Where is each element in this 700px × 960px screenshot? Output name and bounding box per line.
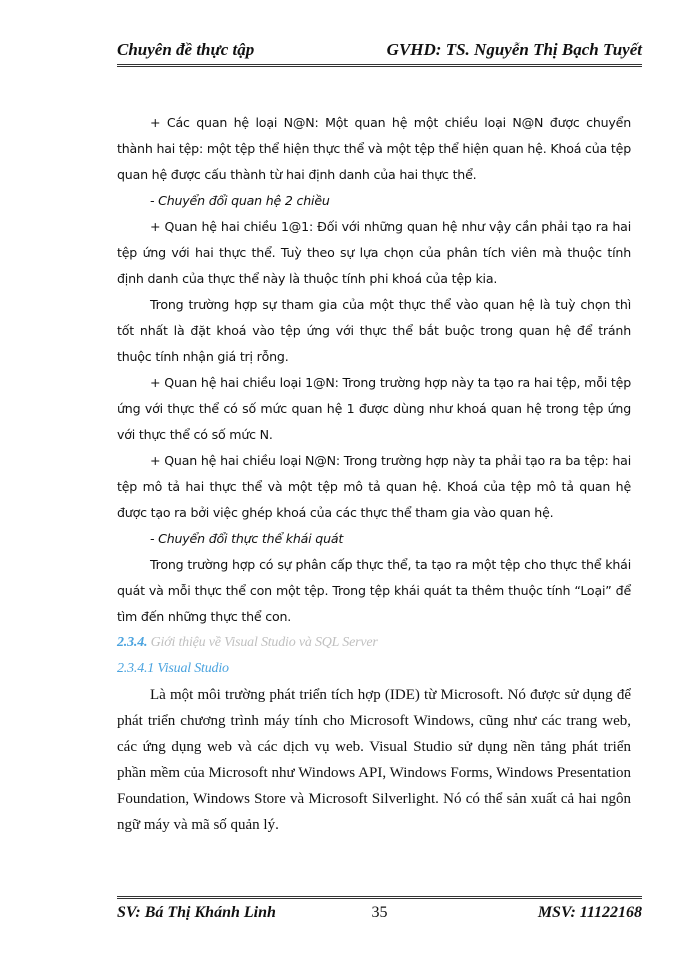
paragraph-general-entity: Trong trường hợp có sự phân cấp thực thể, ta tạo ra một tệp cho thực thể khái quát và mỗi thực thể con một tệp. Trong tệp khái quát ta thêm thuộc tính “Loại” để tìm đến những thực thể con. bbox=[117, 557, 631, 624]
page-header bbox=[117, 40, 642, 67]
paragraph-visual-studio: Là một môi trường phát triển tích hợp (IDE) từ Microsoft. Nó được sử dụng để phát triển chương trình máy tính cho Microsoft Windows, cũng như các trang web, các ứng dụng web và các dịch vụ web. Visual Studio sử dụng nền tảng phát triển phần mềm của Microsoft như Windows API, Windows Forms, Windows Presentation Foundation, Windows Store và Microsoft Silverlight. Nó có thể sản xuất cả hai ngôn ngữ máy và mã số quản lý. bbox=[117, 687, 631, 833]
footer-student-id: MSV: 11122168 bbox=[537, 904, 642, 921]
note-two-way: - Chuyển đổi quan hệ 2 chiều bbox=[150, 193, 330, 208]
page-footer bbox=[117, 896, 642, 929]
section-title: Giới thiệu về Visual Studio và SQL Server bbox=[150, 635, 378, 650]
paragraph-1n-two-way: + Quan hệ hai chiều loại 1@N: Trong trường hợp này ta tạo ra hai tệp, mỗi tệp ứng với thực thể có số mức quan hệ 1 được dùng như khoá quan hệ trong tệp ứng với thực thể có số mức N. bbox=[117, 375, 631, 442]
header-title: Chuyên đề thực tập bbox=[117, 40, 255, 59]
footer-student: SV: Bá Thị Khánh Linh bbox=[117, 904, 276, 921]
header-supervisor: GVHD: TS. Nguyễn Thị Bạch Tuyết bbox=[386, 40, 642, 59]
subsection-heading: 2.3.4.1 Visual Studio bbox=[117, 661, 229, 676]
section-number: 2.3.4. bbox=[117, 635, 148, 650]
note-general-entity: - Chuyển đổi thực thể khái quát bbox=[150, 531, 344, 546]
section-heading bbox=[117, 630, 631, 656]
page-number: 35 bbox=[371, 904, 388, 921]
paragraph-11-two-way: + Quan hệ hai chiều 1@1: Đối với những quan hệ như vậy cần phải tạo ra hai tệp ứng với hai thực thể. Tuỳ theo sự lựa chọn của phân tích viên mà thuộc tính định danh của thực thể này là thuộc tính phi khoá của tệp kia. bbox=[117, 219, 631, 286]
paragraph-nn-one-way: + Các quan hệ loại N@N: Một quan hệ một chiều loại N@N được chuyển thành hai tệp: một tệp thể hiện thực thể và một tệp thể hiện quan hệ. Khoá của tệp quan hệ được cấu thành từ hai định danh của hai thực thể. bbox=[117, 115, 631, 182]
paragraph-nn-two-way: + Quan hệ hai chiều loại N@N: Trong trường hợp này ta phải tạo ra ba tệp: hai tệp mô tả hai thực thể và một tệp mô tả quan hệ. Khoá của tệp mô tả quan hệ được tạo ra bởi việc ghép khoá của các thực thể tham gia vào quan hệ. bbox=[117, 453, 631, 520]
page-body bbox=[117, 110, 631, 838]
paragraph-optional: Trong trường hợp sự tham gia của một thực thể vào quan hệ là tuỳ chọn thì tốt nhất là đặt khoá vào tệp ứng với thực thể bắt buộc trong quan hệ để tránh thuộc tính nhận giá trị rỗng. bbox=[117, 297, 631, 364]
